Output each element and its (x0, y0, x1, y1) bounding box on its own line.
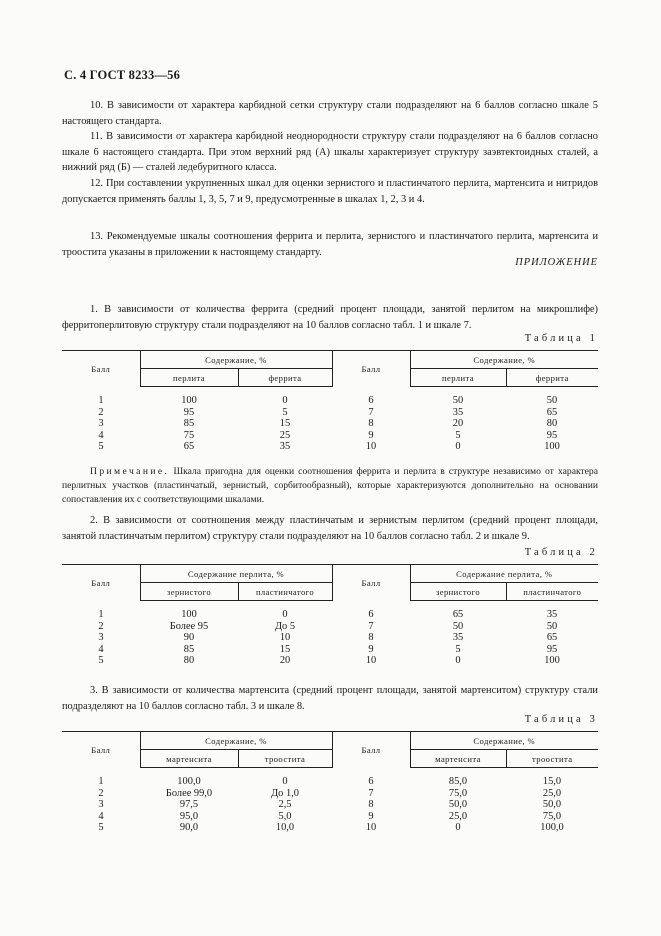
table-1-caption: Таблица 1 (524, 333, 598, 344)
group-header: Содержание, % (410, 351, 598, 369)
table-cell: 15 (279, 418, 291, 430)
table-cell: 20 (452, 418, 464, 430)
table-cell: 5,0 (278, 810, 292, 822)
table-cell: 25,0 (542, 787, 562, 799)
table-cell: 90 (183, 632, 195, 644)
table-1-note (62, 465, 598, 508)
ball-header: Балл (62, 732, 140, 768)
table-cell: 10 (365, 441, 377, 453)
section-1-text: 1. В зависимости от количества феррита (средний процент площади, занятой перлитом на микрошлифе) ферритоперлитовую структуру стали подразделяют на 10 баллов согласно табл. 1 и шкале 7. (62, 304, 598, 331)
table-cell: 4 (98, 643, 104, 655)
table-cell: 100,0 (540, 822, 564, 834)
table-cell: 6 (368, 608, 374, 620)
table-cell: 15,0 (542, 776, 562, 787)
table-cell: 1 (98, 608, 104, 620)
table-cell: 35 (546, 609, 558, 620)
ball-header: Балл (332, 565, 410, 601)
note-label: Примечание. (90, 466, 170, 477)
table-cell: 2 (98, 406, 104, 418)
table-cell: 5 (98, 822, 104, 834)
table-row (62, 768, 598, 788)
table-cell: 50,0 (542, 799, 562, 811)
table-cell: 95,0 (179, 810, 199, 822)
table-1 (62, 350, 598, 453)
table-cell: 100 (544, 655, 560, 667)
table-cell: 20 (279, 655, 291, 667)
table-cell: 10 (365, 822, 377, 834)
table-2-caption: Таблица 2 (524, 547, 598, 558)
table-cell: 75 (183, 429, 195, 441)
group-header: Содержание, % (140, 732, 332, 750)
note-text: Шкала пригодна для оценки соотношения феррита и перлита в структуре независимо от характера перлитных участков (пластинчатый, зернистый, сорбитообразный), которые характеризуются дополнительно на основании сопоставления их с соответствующими шкалами. (62, 466, 598, 506)
table-row (62, 822, 598, 834)
table-cell: 10,0 (275, 822, 295, 834)
table-row (62, 601, 598, 621)
table-cell: 3 (98, 799, 104, 811)
table-cell: 65 (546, 632, 558, 644)
table-cell: 9 (368, 810, 374, 822)
table-cell: 6 (368, 394, 374, 406)
column-header: мартенсита (410, 750, 506, 768)
table-cell: 3 (98, 418, 104, 430)
table-cell: 1 (98, 775, 104, 787)
table-cell: 85 (183, 418, 195, 430)
group-header: Содержание, % (410, 732, 598, 750)
table-cell: 10 (365, 655, 377, 667)
paragraph-11: 11. В зависимости от характера карбидной неоднородности структуру стали подразделяют на 6 баллов согласно шкале 6 настоящего стандарта. При этом верхний ряд (А) шкалы характеризует структуру заэвтектоидных сталей, а нижний ряд (Б) — сталей ледебуритного класса. (62, 131, 598, 173)
table-3 (62, 731, 598, 834)
table-row (62, 418, 598, 430)
table-cell: 5 (455, 429, 461, 441)
table-cell: 2,5 (278, 799, 292, 811)
table-cell: 50 (546, 395, 558, 406)
group-header: Содержание, % (140, 351, 332, 369)
table-cell: 65 (452, 609, 464, 620)
section-2-text: 2. В зависимости от соотношения между пластинчатым и зернистым перлитом (средний процент площади, занятой пластинчатым перлитом) структуру стали подразделяют на 10 баллов согласно табл. 2 и шкале 9. (62, 515, 598, 542)
page-header: С. 4 ГОСТ 8233—56 (64, 68, 181, 82)
table-cell: 15 (279, 643, 291, 655)
table-cell: 100 (181, 609, 197, 620)
table-row (62, 632, 598, 644)
table-row (62, 407, 598, 419)
table-cell: 50 (452, 395, 464, 406)
table-row (62, 441, 598, 453)
table-cell: 75,0 (448, 787, 468, 799)
column-header: пластинчатого (506, 583, 598, 601)
table-cell: 80 (546, 418, 558, 430)
table-cell: 7 (368, 787, 374, 799)
table-cell: До 1,0 (271, 787, 299, 799)
table-cell: 25,0 (448, 810, 468, 822)
column-header: троостита (506, 750, 598, 768)
column-header: феррита (506, 369, 598, 387)
column-header: пластинчатого (238, 583, 332, 601)
table-cell: 7 (368, 620, 374, 632)
table-cell: 25 (279, 429, 291, 441)
table-cell: 0 (455, 441, 461, 453)
table-cell: 5 (282, 406, 288, 418)
table-cell: 100,0 (177, 776, 201, 787)
table-cell: 65 (546, 406, 558, 418)
table-cell: 4 (98, 810, 104, 822)
column-header: перлита (140, 369, 238, 387)
table-cell: 35 (452, 406, 464, 418)
table-cell: 5 (98, 441, 104, 453)
table-cell: 97,5 (179, 799, 199, 811)
table-cell: 4 (98, 429, 104, 441)
table-row (62, 655, 598, 667)
table-cell: Более 95 (169, 620, 209, 632)
table-cell: 8 (368, 418, 374, 430)
table-row (62, 430, 598, 442)
table-row (62, 811, 598, 823)
column-header: перлита (410, 369, 506, 387)
table-cell: 75,0 (542, 810, 562, 822)
table-row (62, 788, 598, 800)
table-cell: 50 (546, 620, 558, 632)
table-cell: 95 (546, 429, 558, 441)
table-cell: 85 (183, 643, 195, 655)
table-cell: 90,0 (179, 822, 199, 834)
table-cell: 0 (455, 655, 461, 667)
paragraph-13: 13. Рекомендуемые шкалы соотношения феррита и перлита, зернистого и пластинчатого перлита, мартенсита и троостита указаны в приложении к настоящему стандарту. (62, 231, 598, 258)
table-3-caption: Таблица 3 (524, 714, 598, 725)
group-header: Содержание перлита, % (410, 565, 598, 583)
table-2 (62, 564, 598, 667)
paragraph-12: 12. При составлении укрупненных шкал для оценки зернистого и пластинчатого перлита, мартенсита и нитридов допускается применять баллы 1, 3, 5, 7 и 9, предусмотренные в шкалах 1, 2, 3 и 4. (62, 178, 598, 205)
table-cell: 2 (98, 620, 104, 632)
table-cell: 65 (183, 441, 195, 453)
table-cell: 9 (368, 643, 374, 655)
table-cell: 50 (452, 620, 464, 632)
column-header: мартенсита (140, 750, 238, 768)
table-cell: 95 (546, 643, 558, 655)
table-cell: 50,0 (448, 799, 468, 811)
table-cell: 85,0 (448, 776, 468, 787)
table-cell: 100 (181, 395, 197, 406)
table-cell: 100 (544, 441, 560, 453)
column-header: троостита (238, 750, 332, 768)
table-cell: 5 (455, 643, 461, 655)
table-cell: Более 99,0 (165, 787, 213, 799)
table-row (62, 644, 598, 656)
table-cell: 8 (368, 799, 374, 811)
column-header: зернистого (410, 583, 506, 601)
table-cell: 6 (368, 775, 374, 787)
table-cell: 7 (368, 406, 374, 418)
table-cell: 35 (279, 441, 291, 453)
table-cell: 95 (183, 406, 195, 418)
table-cell: 0 (282, 776, 288, 787)
table-row (62, 621, 598, 633)
table-cell: 0 (282, 395, 288, 406)
table-cell: 0 (455, 822, 461, 834)
table-cell: 80 (183, 655, 195, 667)
group-header: Содержание перлита, % (140, 565, 332, 583)
table-row (62, 387, 598, 407)
table-cell: До 5 (274, 620, 296, 632)
table-cell: 8 (368, 632, 374, 644)
table-row (62, 799, 598, 811)
table-cell: 5 (98, 655, 104, 667)
column-header: зернистого (140, 583, 238, 601)
ball-header: Балл (332, 351, 410, 387)
table-cell: 2 (98, 787, 104, 799)
column-header: феррита (238, 369, 332, 387)
section-3-text: 3. В зависимости от количества мартенсита (средний процент площади, занятой мартенситом) структуру стали подразделяют на 10 баллов согласно табл. 3 и шкале 8. (62, 685, 598, 712)
appendix-title: ПРИЛОЖЕНИЕ (515, 257, 598, 268)
table-cell: 0 (282, 609, 288, 620)
table-cell: 35 (452, 632, 464, 644)
ball-header: Балл (332, 732, 410, 768)
table-cell: 10 (279, 632, 291, 644)
table-cell: 3 (98, 632, 104, 644)
paragraph-10: 10. В зависимости от характера карбидной сетки структуру стали подразделяют на 6 баллов согласно шкале 5 настоящего стандарта. (62, 100, 598, 127)
table-cell: 9 (368, 429, 374, 441)
table-cell: 1 (98, 394, 104, 406)
ball-header: Балл (62, 565, 140, 601)
ball-header: Балл (62, 351, 140, 387)
